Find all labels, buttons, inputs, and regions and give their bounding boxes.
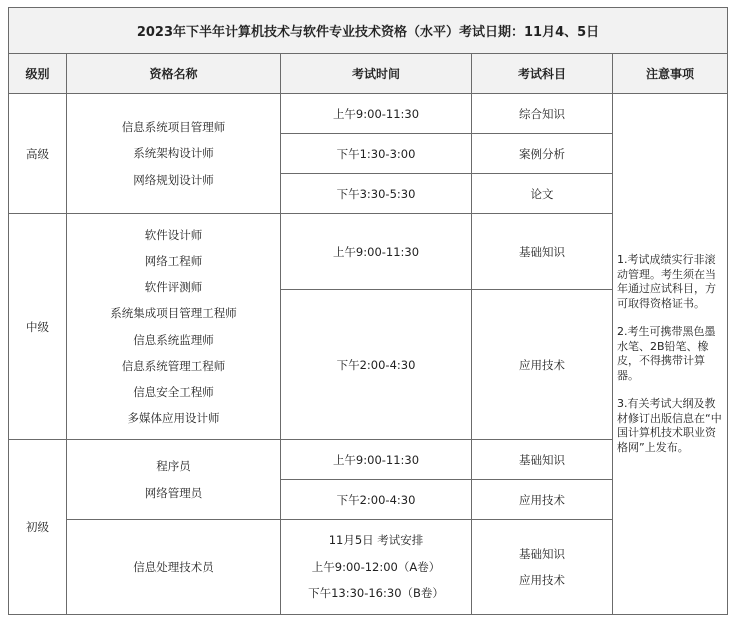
qualification-name: 程序员: [156, 459, 191, 473]
qualification-name: 信息系统监理师: [133, 332, 214, 347]
exam-time: 11月5日 考试安排: [328, 533, 424, 548]
exam-subject: 基础知识: [519, 546, 565, 561]
header-time: 考试时间: [281, 54, 472, 94]
header-level: 级别: [9, 54, 67, 94]
note-item: 1.考试成绩实行非滚动管理。考生须在当年通过应试科目，方可取得资格证书。: [617, 253, 716, 310]
note-item: 3.有关考试大纲及教材修订出版信息在“中国计算机技术职业资格网”上发布。: [617, 397, 722, 454]
exam-subject: 应用技术: [472, 290, 613, 440]
exam-time: 下午2:00-4:30: [281, 480, 472, 520]
qualification-name: 软件设计师: [144, 227, 203, 242]
header-notes: 注意事项: [613, 54, 728, 94]
header-subject: 考试科目: [472, 54, 613, 94]
exam-time: 下午3:30-5:30: [281, 174, 472, 214]
exam-time: 上午9:00-12:00（A卷）: [311, 559, 441, 574]
qualification-name: 网络规划设计师: [133, 172, 214, 187]
header-name: 资格名称: [67, 54, 281, 94]
qualification-name: 多媒体应用设计师: [127, 411, 220, 426]
qualification-name: 网络工程师: [144, 253, 203, 268]
intermediate-names: [67, 214, 281, 440]
exam-time: 下午2:00-4:30: [281, 290, 472, 440]
junior-times-b: [281, 520, 472, 615]
level-intermediate: 中级: [9, 214, 67, 440]
qualification-name: 网络管理员: [144, 485, 203, 500]
table-title: 2023年下半年计算机技术与软件专业技术资格（水平）考试日期：11月4、5日: [9, 8, 728, 54]
qualification-name: 软件评测师: [144, 280, 203, 295]
notes-cell: [613, 94, 728, 615]
level-junior: 初级: [9, 440, 67, 615]
exam-subject: 综合知识: [472, 94, 613, 134]
exam-subject: 应用技术: [519, 573, 565, 587]
exam-subject: 基础知识: [472, 214, 613, 290]
exam-time: 上午9:00-11:30: [281, 94, 472, 134]
junior-names-a: [67, 440, 281, 520]
exam-subject: 论文: [472, 174, 613, 214]
exam-time: 下午1:30-3:00: [281, 134, 472, 174]
qualification-name: 系统架构设计师: [133, 146, 214, 161]
exam-time: 上午9:00-11:30: [281, 440, 472, 480]
exam-subject: 应用技术: [472, 480, 613, 520]
senior-names: [67, 94, 281, 214]
qualification-name: 信息系统项目管理师: [121, 119, 226, 134]
qualification-name: 信息安全工程师: [133, 384, 214, 399]
qualification-name: 系统集成项目管理工程师: [110, 306, 237, 321]
level-senior: 高级: [9, 94, 67, 214]
exam-time: 上午9:00-11:30: [281, 214, 472, 290]
qualification-name: 信息系统管理工程师: [121, 358, 226, 373]
exam-subject: 基础知识: [472, 440, 613, 480]
exam-subject: 案例分析: [472, 134, 613, 174]
note-item: 2.考生可携带黑色墨水笔、2B铅笔、橡皮，不得携带计算器。: [617, 325, 716, 382]
junior-subjects-b: [472, 520, 613, 615]
exam-time: 下午13:30-16:30（B卷）: [308, 586, 444, 601]
qualification-name: 信息处理技术员: [67, 520, 281, 615]
exam-schedule-table: [8, 7, 728, 615]
